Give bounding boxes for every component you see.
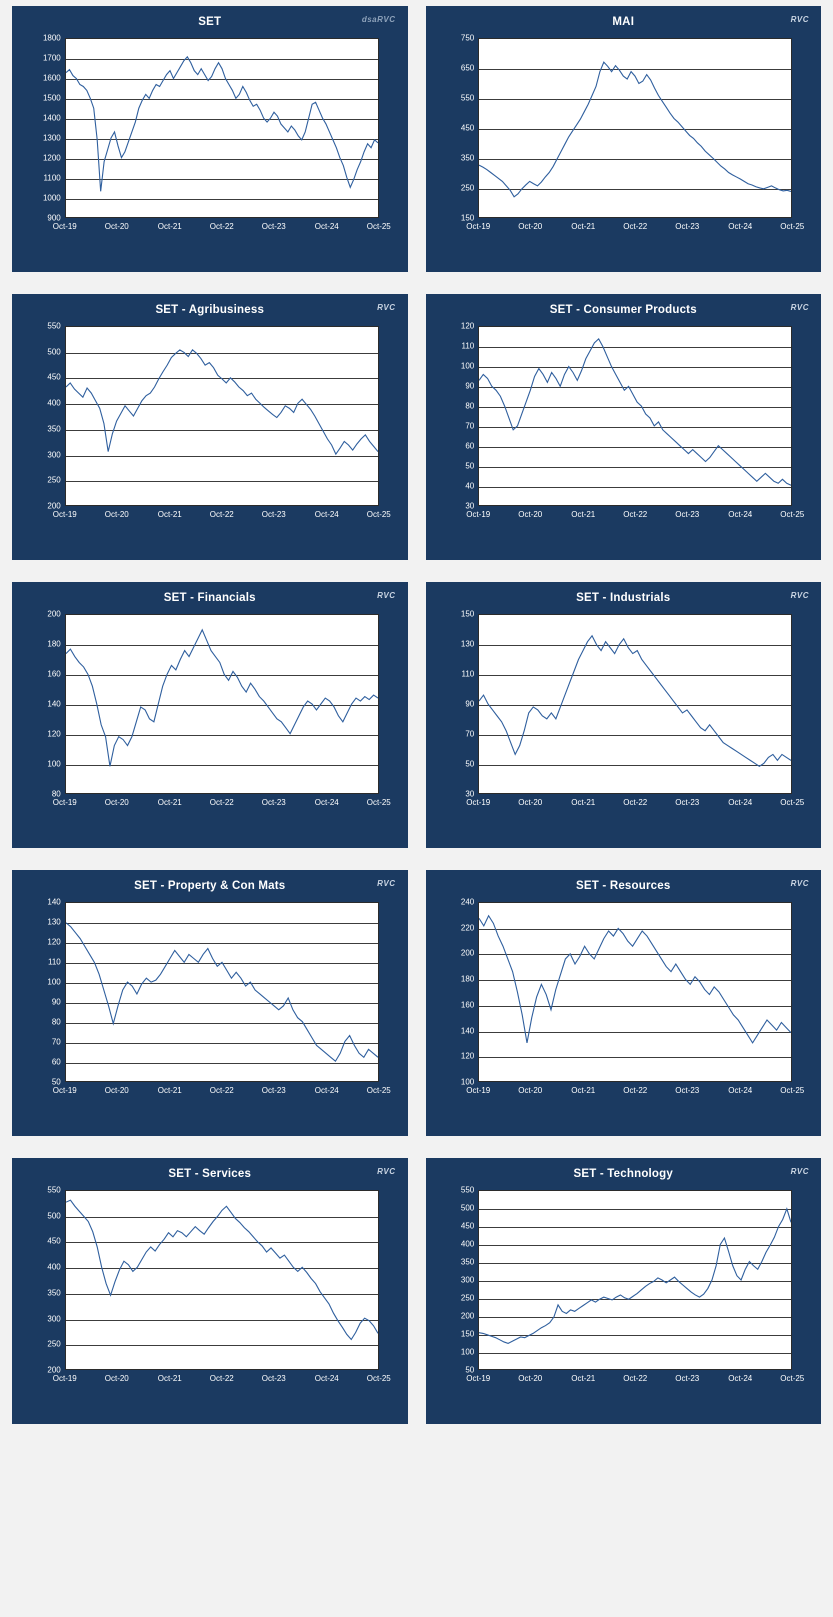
plot-canvas (65, 1190, 379, 1370)
y-axis-tick-label: 120 (460, 1051, 475, 1061)
x-axis-tick-label: Oct-24 (314, 222, 339, 231)
y-axis-tick-label: 200 (47, 1365, 61, 1375)
y-axis-tick-label: 50 (465, 1365, 475, 1375)
y-axis-tick-label: 250 (47, 475, 61, 485)
y-axis-tick-label: 80 (51, 789, 61, 799)
y-axis-tick-label: 400 (47, 1262, 61, 1272)
x-axis-tick-label: Oct-23 (675, 798, 700, 807)
x-axis-tick-label: Oct-19 (52, 222, 77, 231)
y-axis-tick-label: 100 (460, 361, 475, 371)
y-axis-tick-label: 200 (47, 501, 61, 511)
y-axis-tick-label: 100 (47, 759, 61, 769)
y-axis-tick-label: 1700 (42, 53, 61, 63)
y-axis-tick-label: 400 (47, 398, 61, 408)
x-axis-tick-label: Oct-25 (366, 510, 391, 519)
x-axis-tick-label: Oct-25 (366, 1374, 391, 1383)
y-axis-tick-label: 1100 (43, 173, 61, 183)
x-axis-tick-label: Oct-21 (571, 1086, 596, 1095)
panel-badge: RVC (790, 1167, 809, 1176)
x-axis-tick-label: Oct-20 (104, 1086, 129, 1095)
panel-badge: RVC (377, 1167, 396, 1176)
plot-area (448, 320, 805, 530)
x-axis-tick-label: Oct-23 (675, 1086, 700, 1095)
x-axis-tick-label: Oct-20 (518, 798, 543, 807)
y-axis-tick-label: 350 (47, 424, 61, 434)
x-axis-tick-label: Oct-22 (209, 510, 234, 519)
x-axis-tick-label: Oct-19 (52, 1374, 77, 1383)
plot-canvas (478, 1190, 792, 1370)
x-axis-tick-label: Oct-21 (157, 1086, 182, 1095)
y-axis-tick-label: 250 (460, 1293, 475, 1303)
plot-area (448, 896, 805, 1106)
panel-badge: RVC (790, 15, 809, 24)
y-axis-tick-label: 450 (460, 1221, 475, 1231)
series-line (479, 1191, 791, 1369)
x-axis-tick-label: Oct-20 (518, 1374, 543, 1383)
y-axis-tick-label: 550 (460, 93, 475, 103)
plot-area (35, 320, 391, 530)
y-axis-tick-label: 750 (460, 33, 475, 43)
y-axis-tick-label: 550 (460, 1185, 475, 1195)
y-axis-tick-label: 130 (47, 917, 61, 927)
x-axis-tick-label: Oct-22 (623, 510, 648, 519)
y-axis-tick-label: 40 (465, 481, 475, 491)
x-axis-tick-label: Oct-19 (466, 1086, 491, 1095)
y-axis-tick-label: 900 (47, 213, 61, 223)
plot-area (35, 608, 391, 818)
x-axis-tick-label: Oct-24 (314, 1086, 339, 1095)
panel-title: SET - Consumer Products (549, 304, 697, 316)
series-line (66, 327, 378, 505)
y-axis-tick-label: 150 (460, 609, 475, 619)
chart-panel-resources (426, 870, 822, 1136)
panel-badge: dsaRVC (361, 15, 396, 24)
panel-badge: RVC (790, 303, 809, 312)
x-axis-tick-label: Oct-19 (52, 798, 77, 807)
x-axis-tick-label: Oct-24 (728, 1086, 753, 1095)
y-axis-tick-label: 140 (47, 699, 61, 709)
y-axis-tick-label: 300 (460, 1275, 475, 1285)
y-axis-tick-label: 100 (47, 977, 61, 987)
series-line (66, 903, 378, 1081)
x-axis-tick-label: Oct-20 (518, 510, 543, 519)
y-axis-tick-label: 250 (460, 183, 475, 193)
y-axis-tick-label: 200 (47, 609, 61, 619)
y-axis-tick-label: 150 (460, 213, 475, 223)
x-axis-tick-label: Oct-20 (104, 1374, 129, 1383)
x-axis-tick-label: Oct-20 (104, 222, 129, 231)
y-axis-tick-label: 110 (461, 669, 475, 679)
x-axis-tick-label: Oct-20 (518, 222, 543, 231)
y-axis-tick-label: 1000 (42, 193, 61, 203)
plot-canvas (478, 614, 792, 794)
x-axis-tick-label: Oct-25 (366, 798, 391, 807)
chart-panel-set (12, 6, 408, 272)
x-axis-tick-label: Oct-19 (52, 1086, 77, 1095)
y-axis-tick-label: 1300 (42, 133, 61, 143)
y-axis-tick-label: 120 (460, 321, 475, 331)
y-axis-tick-label: 70 (465, 729, 475, 739)
x-axis-tick-label: Oct-23 (675, 510, 700, 519)
x-axis-tick-label: Oct-25 (780, 1086, 805, 1095)
x-axis-tick-label: Oct-24 (728, 1374, 753, 1383)
plot-area (448, 608, 805, 818)
x-axis-tick-label: Oct-24 (314, 510, 339, 519)
y-axis-tick-label: 350 (47, 1288, 61, 1298)
panel-badge: RVC (377, 591, 396, 600)
y-axis-tick-label: 120 (47, 729, 61, 739)
x-axis-tick-label: Oct-22 (623, 1086, 648, 1095)
y-axis-tick-label: 1800 (42, 33, 61, 43)
x-axis-tick-label: Oct-21 (571, 222, 596, 231)
y-axis-tick-label: 50 (51, 1077, 61, 1087)
y-axis-tick-label: 140 (47, 897, 61, 907)
y-axis-tick-label: 1500 (42, 93, 61, 103)
x-axis-tick-label: Oct-22 (209, 798, 234, 807)
x-axis-tick-label: Oct-21 (571, 1374, 596, 1383)
y-axis-tick-label: 50 (465, 461, 475, 471)
x-axis-tick-label: Oct-23 (675, 1374, 700, 1383)
x-axis-tick-label: Oct-25 (366, 222, 391, 231)
y-axis-tick-label: 400 (460, 1239, 475, 1249)
panel-title: SET - Property & Con Mats (134, 880, 286, 892)
series-line (479, 615, 791, 793)
y-axis-tick-label: 70 (51, 1037, 61, 1047)
y-axis-tick-label: 350 (460, 1257, 475, 1267)
x-axis-tick-label: Oct-22 (623, 798, 648, 807)
y-axis-tick-label: 120 (47, 937, 61, 947)
x-axis-tick-label: Oct-22 (623, 222, 648, 231)
x-axis-tick-label: Oct-21 (571, 798, 596, 807)
y-axis-tick-label: 180 (47, 639, 61, 649)
x-axis-tick-label: Oct-20 (518, 1086, 543, 1095)
x-axis-tick-label: Oct-21 (157, 798, 182, 807)
y-axis-tick-label: 240 (460, 897, 475, 907)
plot-canvas (65, 614, 379, 794)
x-axis-tick-label: Oct-23 (261, 1086, 286, 1095)
x-axis-tick-label: Oct-22 (623, 1374, 648, 1383)
chart-panel-industrials (426, 582, 822, 848)
chart-panel-consumer-products (426, 294, 822, 560)
plot-canvas (478, 326, 792, 506)
plot-area (448, 32, 805, 242)
x-axis-tick-label: Oct-21 (157, 1374, 182, 1383)
panel-title: SET - Industrials (576, 592, 671, 604)
x-axis-tick-label: Oct-23 (675, 222, 700, 231)
plot-canvas (65, 38, 379, 218)
x-axis-tick-label: Oct-25 (780, 222, 805, 231)
y-axis-tick-label: 140 (460, 1026, 475, 1036)
panel-badge: RVC (377, 303, 396, 312)
x-axis-tick-label: Oct-24 (314, 1374, 339, 1383)
y-axis-tick-label: 1400 (42, 113, 61, 123)
y-axis-tick-label: 60 (51, 1057, 61, 1067)
y-axis-tick-label: 90 (465, 381, 475, 391)
y-axis-tick-label: 80 (51, 1017, 61, 1027)
y-axis-tick-label: 220 (460, 923, 475, 933)
x-axis-tick-label: Oct-19 (466, 798, 491, 807)
plot-canvas (65, 902, 379, 1082)
y-axis-tick-label: 110 (47, 957, 61, 967)
x-axis-tick-label: Oct-19 (466, 510, 491, 519)
y-axis-tick-label: 300 (47, 1314, 61, 1324)
y-axis-tick-label: 90 (465, 699, 475, 709)
panel-title: SET - Resources (576, 880, 671, 892)
x-axis-tick-label: Oct-23 (261, 222, 286, 231)
panel-title: SET - Technology (573, 1168, 673, 1180)
panel-title: MAI (612, 16, 635, 28)
y-axis-tick-label: 550 (47, 321, 61, 331)
y-axis-tick-label: 350 (460, 153, 475, 163)
y-axis-tick-label: 110 (461, 341, 475, 351)
x-axis-tick-label: Oct-19 (466, 222, 491, 231)
x-axis-tick-label: Oct-24 (728, 510, 753, 519)
y-axis-tick-label: 200 (460, 1311, 475, 1321)
y-axis-tick-label: 1600 (42, 73, 61, 83)
series-line (66, 615, 378, 793)
y-axis-tick-label: 300 (47, 450, 61, 460)
y-axis-tick-label: 1200 (42, 153, 61, 163)
series-line (66, 39, 378, 217)
panel-title: SET - Services (168, 1168, 252, 1180)
x-axis-tick-label: Oct-19 (466, 1374, 491, 1383)
plot-area (448, 1184, 805, 1394)
chart-panel-property-con-mats (12, 870, 408, 1136)
y-axis-tick-label: 250 (47, 1339, 61, 1349)
x-axis-tick-label: Oct-23 (261, 798, 286, 807)
y-axis-tick-label: 450 (47, 1236, 61, 1246)
x-axis-tick-label: Oct-24 (728, 222, 753, 231)
panel-title: SET - Financials (163, 592, 256, 604)
x-axis-tick-label: Oct-21 (157, 222, 182, 231)
series-line (479, 39, 791, 217)
series-line (479, 327, 791, 505)
series-line (479, 903, 791, 1081)
x-axis-tick-label: Oct-22 (209, 1374, 234, 1383)
panel-title: SET (198, 16, 222, 28)
panel-badge: RVC (790, 879, 809, 888)
y-axis-tick-label: 550 (47, 1185, 61, 1195)
y-axis-tick-label: 100 (460, 1347, 475, 1357)
chart-panel-agribusiness (12, 294, 408, 560)
y-axis-tick-label: 50 (465, 759, 475, 769)
x-axis-tick-label: Oct-25 (780, 510, 805, 519)
y-axis-tick-label: 80 (465, 401, 475, 411)
y-axis-tick-label: 500 (47, 347, 61, 357)
x-axis-tick-label: Oct-20 (104, 510, 129, 519)
x-axis-tick-label: Oct-20 (104, 798, 129, 807)
y-axis-tick-label: 160 (47, 669, 61, 679)
series-line (66, 1191, 378, 1369)
plot-canvas (478, 38, 792, 218)
y-axis-tick-label: 500 (47, 1211, 61, 1221)
y-axis-tick-label: 160 (460, 1000, 475, 1010)
chart-grid (12, 6, 821, 1424)
y-axis-tick-label: 200 (460, 948, 475, 958)
x-axis-tick-label: Oct-23 (261, 510, 286, 519)
x-axis-tick-label: Oct-25 (780, 1374, 805, 1383)
y-axis-tick-label: 70 (465, 421, 475, 431)
y-axis-tick-label: 30 (465, 789, 475, 799)
panel-badge: RVC (790, 591, 809, 600)
chart-panel-technology (426, 1158, 822, 1424)
chart-panel-services (12, 1158, 408, 1424)
x-axis-tick-label: Oct-22 (209, 1086, 234, 1095)
y-axis-tick-label: 90 (51, 997, 61, 1007)
x-axis-tick-label: Oct-21 (157, 510, 182, 519)
plot-area (35, 1184, 391, 1394)
chart-panel-mai (426, 6, 822, 272)
x-axis-tick-label: Oct-25 (366, 1086, 391, 1095)
x-axis-tick-label: Oct-21 (571, 510, 596, 519)
panel-title: SET - Agribusiness (155, 304, 265, 316)
y-axis-tick-label: 450 (47, 372, 61, 382)
y-axis-tick-label: 450 (460, 123, 475, 133)
y-axis-tick-label: 650 (460, 63, 475, 73)
x-axis-tick-label: Oct-24 (728, 798, 753, 807)
y-axis-tick-label: 30 (465, 501, 475, 511)
x-axis-tick-label: Oct-22 (209, 222, 234, 231)
y-axis-tick-label: 130 (460, 639, 475, 649)
y-axis-tick-label: 60 (465, 441, 475, 451)
plot-area (35, 32, 391, 242)
plot-canvas (65, 326, 379, 506)
x-axis-tick-label: Oct-23 (261, 1374, 286, 1383)
x-axis-tick-label: Oct-25 (780, 798, 805, 807)
y-axis-tick-label: 100 (460, 1077, 475, 1087)
panel-badge: RVC (377, 879, 396, 888)
y-axis-tick-label: 180 (460, 974, 475, 984)
y-axis-tick-label: 500 (460, 1203, 475, 1213)
y-axis-tick-label: 150 (460, 1329, 475, 1339)
x-axis-tick-label: Oct-24 (314, 798, 339, 807)
plot-area (35, 896, 391, 1106)
x-axis-tick-label: Oct-19 (52, 510, 77, 519)
plot-canvas (478, 902, 792, 1082)
chart-panel-financials (12, 582, 408, 848)
